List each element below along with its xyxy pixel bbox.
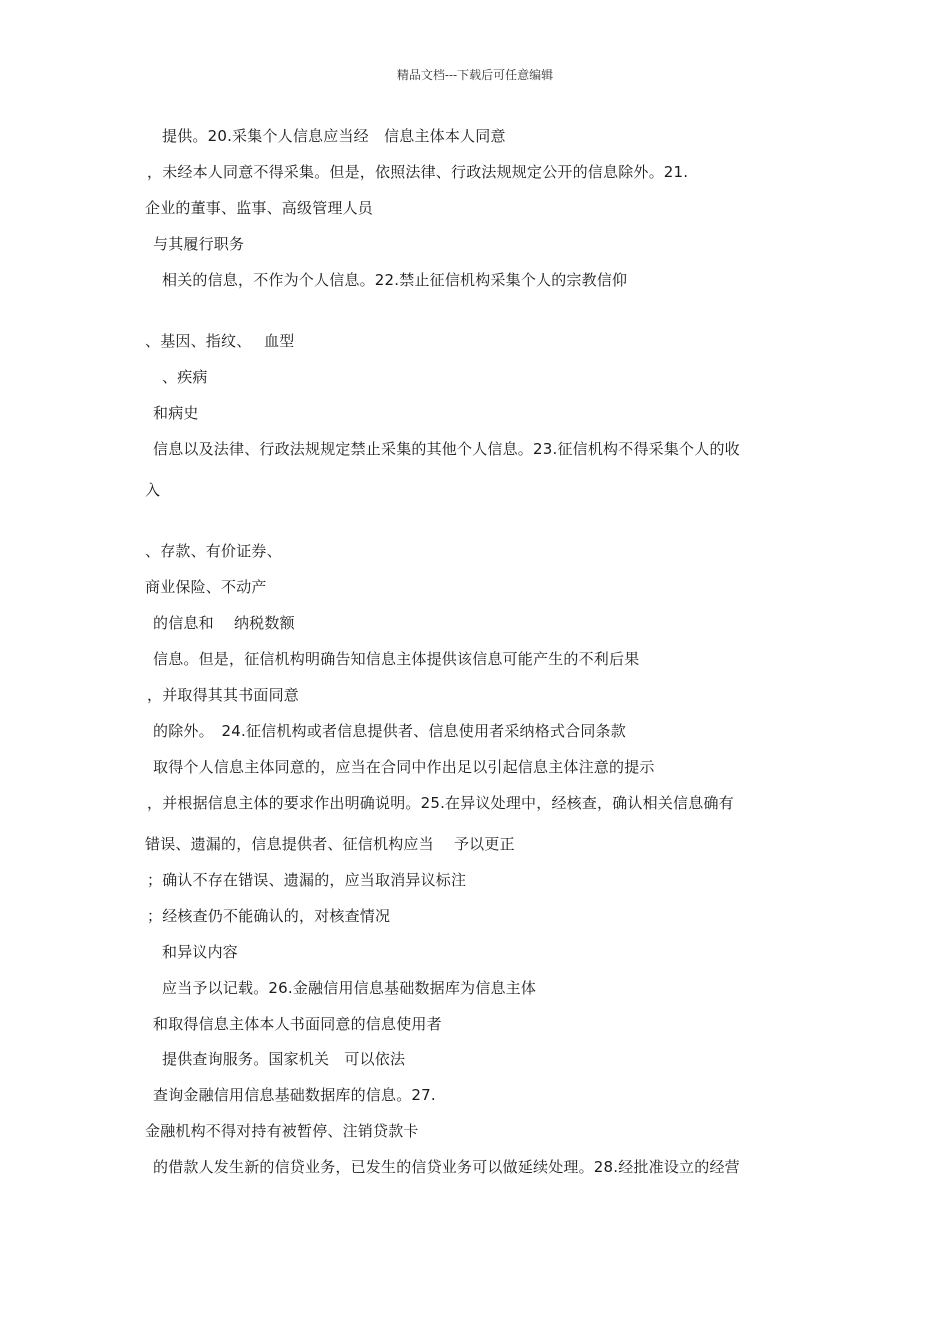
text-line-18: ，并根据信息主体的要求作出明确说明。25.在异议处理中，经核查，确认相关信息确有 — [147, 794, 734, 812]
text-line-25: 提供查询服务。国家机关 可以依法 — [162, 1050, 406, 1068]
text-line-13: 的信息和 纳税数额 — [153, 614, 295, 632]
page-header: 精品文档---下载后可任意编辑 — [396, 68, 554, 82]
text-line-8: 和病史 — [153, 404, 199, 422]
text-line-23: 应当予以记载。26.金融信用信息基础数据库为信息主体 — [162, 979, 537, 997]
text-line-9: 信息以及法律、行政法规规定禁止采集的其他个人信息。23.征信机构不得采集个人的收 — [153, 440, 740, 458]
text-line-12: 商业保险、不动产 — [145, 578, 267, 596]
text-line-5: 相关的信息，不作为个人信息。22.禁止征信机构采集个人的宗教信仰 — [162, 271, 628, 289]
text-line-11: 、存款、有价证券、 — [145, 542, 282, 560]
text-line-6: 、基因、指纹、 血型 — [145, 332, 295, 350]
text-line-16: 的除外。 24.征信机构或者信息提供者、信息使用者采纳格式合同条款 — [153, 722, 626, 740]
text-line-7: 、疾病 — [162, 368, 208, 386]
text-line-24: 和取得信息主体本人书面同意的信息使用者 — [153, 1015, 442, 1033]
text-line-15: ，并取得其其书面同意 — [147, 686, 300, 704]
text-line-22: 和异议内容 — [162, 943, 239, 961]
text-line-19: 错误、遗漏的，信息提供者、征信机构应当 予以更正 — [145, 835, 515, 853]
text-line-21: ；经核查仍不能确认的，对核查情况 — [147, 907, 391, 925]
text-line-4: 与其履行职务 — [153, 235, 245, 253]
text-line-28: 的借款人发生新的信贷业务，已发生的信贷业务可以做延续处理。28.经批准设立的经营 — [153, 1158, 740, 1176]
text-line-14: 信息。但是，征信机构明确告知信息主体提供该信息可能产生的不利后果 — [153, 650, 640, 668]
text-line-1: 提供。20.采集个人信息应当经 信息主体本人同意 — [162, 127, 506, 145]
text-line-27: 金融机构不得对持有被暂停、注销贷款卡 — [145, 1122, 419, 1140]
text-line-3: 企业的董事、监事、高级管理人员 — [145, 199, 374, 217]
text-line-20: ；确认不存在错误、遗漏的，应当取消异议标注 — [147, 871, 467, 889]
text-line-10: 入 — [145, 481, 161, 499]
text-line-2: ，未经本人同意不得采集。但是，依照法律、行政法规规定公开的信息除外。21. — [147, 163, 689, 181]
text-line-26: 查询金融信用信息基础数据库的信息。27. — [153, 1086, 436, 1104]
text-line-17: 取得个人信息主体同意的，应当在合同中作出足以引起信息主体注意的提示 — [153, 758, 655, 776]
